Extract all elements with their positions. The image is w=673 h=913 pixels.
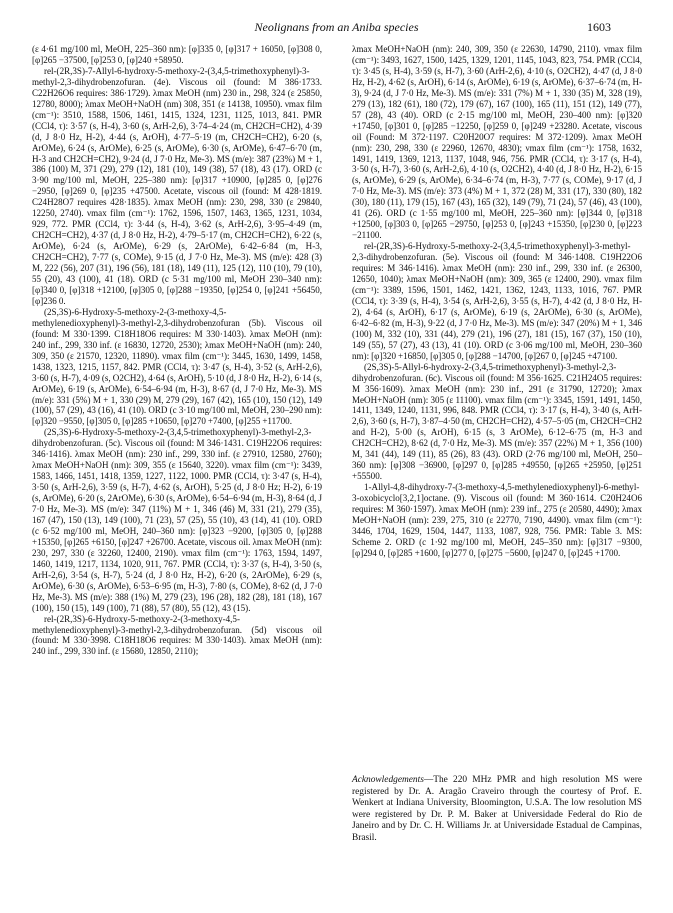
right-column	[352, 44, 642, 559]
acknowledgements-heading: Acknowledgements	[352, 775, 424, 785]
paragraph-compound-5c: (2S,3S)-6-Hydroxy-5-methoxy-2-(3,4,5-trimethoxyphenyl)-3-methyl-2,3-dihydrobenzofuran. (5c). Viscous oil (found: M 346·1431. C19H22O6 requires: 346·1416). λmax MeOH (nm): 230 inf., 299, 330 inf. (ε 27910, 12580, 2760); λmax MeOH+NaOH (nm): 309, 355 (ε 15640, 3220). νmax film (cm⁻¹): 3439, 1583, 1466, 1451, 1418, 1359, 1227, 1122, 1000. PMR (CCl4, τ): 3·47 (s, H-4), 3·50 (s, ArH-2,6), 3·59 (s, H-7), 4·62 (s, ArOH), 5·25 (d, J 8·0 Hz; H-2), 6·19 (s, ArOMe), 6·20 (s, 2ArOMe), 6·30 (s, ArOMe), 6·54–6·94 (m, H-3), 8·64 (d, J 7·0 Hz, Me-3). MS (m/e): 347 (11%) M + 1, 346 (46) M, 331 (21), 279 (35), 167 (47), 150 (13), 149 (100), 71 (23), 57 (25), 55 (10), 43 (14), 41 (10). ORD (c 6·52 mg/100 ml, MeOH, 240–360 nm): [φ]323 −9200, [φ]305 0, [φ]288 +15350, [φ]265 +6150, [φ]247 +26700. Acetate, viscous oil. λmax MeOH (nm): 230, 297, 330 (ε 32260, 12400, 2190). νmax film (cm⁻¹): 1763, 1594, 1497, 1460, 1419, 1217, 1134, 1020, 911, 767. PMR (CCl4, τ): 3·37 (s, H-4), 3·50 (s, ArH-2,6), 3·54 (s, H-7), 5·24 (d, J 8·0 Hz, H-2), 6·20 (s, 2ArOMe), 6·29 (s, ArOMe), 6·30 (s, ArOMe), 6·53–6·95 (m, H-3), 7·80 (s, COMe), 8·62 (d, J 7·0 Hz, Me-3). MS (m/e): 388 (1%) M, 279 (23), 196 (28), 182 (28), 181 (18), 167 (100), 150 (15), 149 (100), 71 (88), 57 (80), 55 (12), 43 (15).	[32, 427, 322, 613]
paragraph-compound-4e: rel-(2R,3S)-7-Allyl-6-hydroxy-5-methoxy-2-(3,4,5-trimethoxyphenyl)-3-methyl-2,3-dihydrobenzofuran. (4e). Viscous oil (found: M 386·1733. C22H26O6 requires: 386·1729). λmax MeOH (nm) 230 in., 298, 324 (ε 25850, 12780, 8000); λmax MeOH+NaOH (nm) 308, 351 (ε 14138, 10950). νmax film (cm⁻¹): 3510, 1588, 1506, 1461, 1415, 1324, 1231, 1125, 1013, 841. PMR (CCl4, τ): 3·57 (s, H-4), 3·60 (s, ArH-2,6), 3·74–4·24 (m, CH2CH=CH2), 4·39 (d, J 8·0 Hz, H-2), 4·44 (s, ArOH), 4·77–5·19 (m, CH2CH=CH2), 6·20 (s, ArOMe), 6·24 (s, ArOMe), 6·25 (s, ArOMe), 6·30 (s, ArOMe), 6·47–6·70 (m, H-3 and CH2CH=CH2), 9·24 (d, J 7·0 Hz, Me-3). MS (m/e): 387 (23%) M + 1, 386 (100) M, 371 (29), 279 (12), 181 (10), 149 (38), 57 (18), 43 (17). ORD (c 3·90 mg/100 ml, MeOH, 225–380 nm): [φ]317 +10900, [φ]285 0, [φ]276 −2950, [φ]269 0, [φ]235 +47500. Acetate, viscous oil (found: M 428·1819. C24H28O7 requires 428·1835). λmax MeOH (nm): 230, 298, 330 (ε 29840, 12250, 2740). νmax film (cm⁻¹): 1762, 1596, 1507, 1463, 1365, 1231, 1034, 929, 772. PMR (CCl4, τ): 3·44 (s, H-4), 3·62 (s, ArH-2,6), 3·95–4·49 (m, CH2CH=CH2), 4·37 (d, J 8·0 Hz, H-2), 4·79–5·17 (m, CH2CH=CH2), 6·22 (s, ArOMe), 6·24 (s, ArOMe), 6·29 (s, 2ArOMe), 6·42–6·84 (m, H-3, CH2CH=CH2), 7·77 (s, COMe), 9·15 (d, J 7·0 Hz, Me-3). MS (m/e): 428 (3) M, 222 (56), 207 (31), 196 (56), 181 (18), 149 (11), 125 (12), 110 (10), 79 (10), 55 (20), 43 (100), 41 (18). ORD (c 5·31 mg/100 ml, MeOH 230–340 nm): [φ]340 0, [φ]318 +12100, [φ]305 0, [φ]288 −19350, [φ]254 0, [φ]241 +56450, [φ]236 0.	[32, 65, 322, 306]
paragraph-5d-continued: λmax MeOH+NaOH (nm): 240, 309, 350 (ε 22630, 14790, 2110). νmax film (cm⁻¹): 3493, 1627, 1500, 1425, 1329, 1201, 1145, 1043, 823, 754. PMR (CCl4, τ): 3·45 (s, H-4), 3·59 (s, H-7), 3·60 (ArH-2,6), 4·10 (s, O2CH2), 4·47 (d, J 8·0 Hz, H-2), 4·62 (s, ArOH), 6·14 (s, ArOMe), 6·19 (s, ArOMe), 6·37–6·74 (m, H-3), 9·24 (d, J 7·0 Hz, Me-3). MS (m/e): 331 (7%) M + 1, 330 (35) M, 328 (19), 279 (13), 182 (61), 180 (72), 179 (67), 167 (100), 165 (11), 151 (12), 149 (77), 57 (28), 43 (40). ORD (c 2·15 mg/100 ml, MeOH, 230–400 nm): [φ]320 +17450, [φ]301 0, [φ]285 −12250, [φ]259 0, [φ]249 +23280. Acetate, viscous oil (Found: M 372·1197. C20H20O7 requires: M 372·1209). λmax MeOH (nm): 230, 298, 330 (ε 22960, 12670, 4830); νmax film (cm⁻¹): 1758, 1632, 1491, 1419, 1369, 1213, 1137, 1048, 946, 756. PMR (CCl4, τ): 3·17 (s, H-4), 3·50 (s, H-7), 3·60 (s, ArH-2,6), 4·10 (s, O2CH2), 4·40 (d, J 8·0 Hz, H-2), 6·15 (s, ArOMe), 6·29 (s, ArOMe), 6·34–6·74 (m, H-3), 7·77 (s, COMe), 9·17 (d, J 7·0 Hz, Me-3). MS (m/e): 373 (4%) M + 1, 372 (28) M, 331 (17), 330 (80), 182 (30), 180 (11), 179 (15), 167 (43), 165 (32), 149 (79), 71 (24), 57 (46), 43 (100), 41 (26). ORD (c 1·55 mg/100 ml, MeOH, 225–360 nm): [φ]344 0, [φ]318 +12500, [φ]303 0, [φ]265 −29750, [φ]253 0, [φ]243 +15350, [φ]230 0, [φ]223 −21100.	[352, 44, 642, 241]
paragraph-compound-5b: (2S,3S)-6-Hydroxy-5-methoxy-2-(3-methoxy-4,5-methylenedioxyphenyl)-3-methyl-2,3-dihydrobenzofuran (5b). Viscous oil (found: M 330·1399. C18H18O6 requires: M 330·1403). λmax MeOH (nm): 240 inf., 299, 330 inf. (ε 16830, 12720, 2530); λmax MeOH+NaOH (nm): 240, 309, 350 (ε 21570, 12320, 11890). νmax film (cm⁻¹): 3445, 1630, 1499, 1458, 1438, 1323, 1215, 1157, 842. PMR (CCl4, τ): 3·47 (s, H-4), 3·52 (s, ArH-2,6), 3·60 (s, H-7), 4·09 (s, O2CH2), 4·64 (s, ArOH), 5·10 (d, J 8·0 Hz, H-2), 6·14 (s, ArOMe), 6·19 (s, ArOMe), 6·54–6·94 (m, H-3), 8·67 (d, J 7·0 Hz, Me-3). MS (m/e): 331 (5%) M + 1, 330 (29) M, 279 (29), 167 (42), 165 (10), 150 (12), 149 (100), 57 (29), 43 (16), 41 (10). ORD (c 3·10 mg/100 ml, MeOH, 230–290 nm): [φ]320 −9550, [φ]305 0, [φ]285 +10650, [φ]270 +7400, [φ]255 +11700.	[32, 306, 322, 427]
acknowledgements	[352, 775, 642, 845]
acknowledgements-text: —The 220 MHz PMR and high resolution MS were registered by Dr. A. Aragão Craveiro through the courtesy of Prof. E. Wenkert at Indiana University, Bloomington, U.S.A. The low resolution MS were registered by Dr. P. M. Baker at Universidade Federal do Rio de Janeiro and by Dr. C. H. Williams Jr. at Universidade Estadual de Campinas, Brasil.	[352, 775, 642, 843]
page-number: 1603	[587, 20, 611, 34]
running-title: Neolignans from an Aniba species	[254, 20, 419, 34]
paragraph-compound-5d: rel-(2R,3S)-6-Hydroxy-5-methoxy-2-(3-methoxy-4,5-methylenedioxyphenyl)-3-methyl-2,3-dihydrobenzofuran. (5d) viscous oil (found: M 330·3998. C18H18O6 requires: M 330·1403). λmax MeOH (nm): 240 inf., 299, 330 inf. (ε 15680, 12850, 2110);	[32, 613, 322, 657]
paragraph-compound-9: 1-Allyl-4,8-dihydroxy-7-(3-methoxy-4,5-methylenedioxyphenyl)-6-methyl-3-oxobicyclo[3,2,1]octane. (9). Viscous oil (found: M 360·1614. C20H24O6 requires: M 360·1597). λmax MeOH (nm): 239 inf., 275 (ε 20580, 4490); λmax MeOH+NaOH (nm): 239, 275, 310 (ε 22770, 7190, 4490). νmax film (cm⁻¹): 3446, 1704, 1629, 1504, 1447, 1133, 1087, 928, 756. PMR: Table 3. MS: Scheme 2. ORD (c 1·92 mg/100 ml, MeOH, 245–350 nm): [φ]317 −9300, [φ]294 0, [φ]285 +1600, [φ]277 0, [φ]275 −5600, [φ]247 0, [φ]245 +1700.	[352, 482, 642, 558]
running-head	[0, 20, 673, 36]
paragraph-compound-5e: rel-(2R,3S)-6-Hydroxy-5-methoxy-2-(3,4,5-trimethoxyphenyl)-3-methyl-2,3-dihydrobenzofuran. (5e). Viscous oil (found: M 346·1408. C19H22O6 requires: M 346·1416). λmax MeOH (nm): 230 inf., 299, 330 inf. (ε 26300, 12650, 1040); λmax MeOH+NaOH (nm): 309, 365 (ε 12400, 290). νmax film (cm⁻¹): 3389, 1596, 1501, 1462, 1421, 1362, 1243, 1133, 1016, 767. PMR (CCl4, τ): 3·39 (s, H-4), 3·54 (s, ArH-2,6), 3·55 (s, H-7), 4·42 (d, J 8·0 Hz, H-2), 4·64 (s, ArOH), 6·17 (s, ArOMe), 6·19 (s, 2ArOMe), 6·30 (s, ArOMe), 6·42–6·82 (m, H-3), 9·22 (d, J 7·0 Hz, Me-3). MS (m/e): 347 (20%) M + 1, 346 (100) M, 332 (10), 331 (44), 279 (21), 196 (27), 181 (15), 167 (37), 150 (10), 149 (55), 57 (27), 43 (13), 41 (10). ORD (c 3·06 mg/100 ml, MeOH, 230–360 nm): [φ]320 +16850, [φ]305 0, [φ]288 −14700, [φ]267 0, [φ]245 +47100.	[352, 241, 642, 361]
paragraph-4d-continued: (ε 4·61 mg/100 ml, MeOH, 225–360 nm): [φ]335 0, [φ]317 + 16050, [φ]308 0, [φ]265 −37500, [φ]253 0, [φ]240 +58950.	[32, 44, 322, 65]
left-column	[32, 44, 322, 657]
paragraph-compound-6c: (2S,3S)-5-Allyl-6-hydroxy-2-(3,4,5-trimethoxyphenyl)-3-methyl-2,3-dihydrobenzofuran. (6c). Viscous oil (found: M 356·1625. C21H24O5 requires: M 356·1609). λmax MeOH (nm): 230 inf., 291 (ε 31790, 12720); λmax MeOH+NaOH (nm): 305 (ε 11100). νmax film (cm⁻¹): 3345, 1591, 1491, 1450, 1411, 1349, 1240, 1131, 996, 848. PMR (CCl4, τ): 3·17 (s, H-4), 3·40 (s, ArH-2,6), 3·60 (s, H-7), 3·87–4·50 (m, CH2CH=CH2), 4·57–5·05 (m, CH2CH=CH2 and H-2), 5·00 (s, ArOH), 6·15 (s, 3 ArOMe), 6·12–6·75 (m, H-3 and CH2CH=CH2), 8·62 (d, 7·0 Hz, Me-3). MS (m/e): 357 (22%) M + 1, 356 (100) M, 341 (44), 149 (11), 85 (26), 83 (43). ORD (2·76 mg/100 ml, MeOH, 250–360 nm): [φ]308 −36900, [φ]297 0, [φ]285 +49550, [φ]265 +25950, [φ]251 +55500.	[352, 361, 642, 482]
